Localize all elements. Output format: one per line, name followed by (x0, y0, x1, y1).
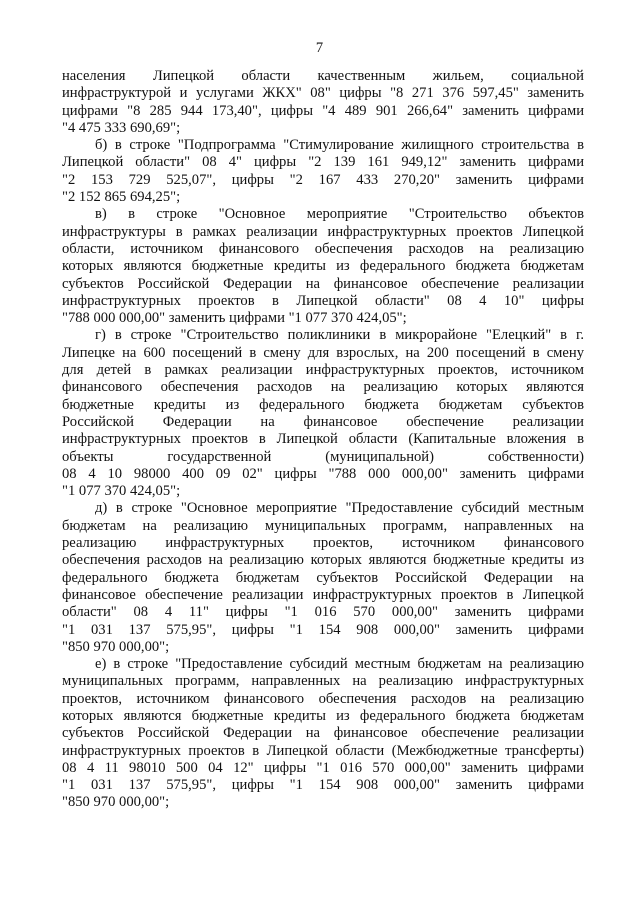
text-line: для детей в рамках реализации инфраструктурных проектов, источником (62, 362, 584, 379)
text-line: субъектов Российской Федерации на финансовое обеспечение реализации (62, 725, 584, 742)
text-line: "1 077 370 424,05"; (62, 483, 181, 500)
text-line: г) в строке "Строительство поликлиники в микрорайоне "Елецкий" в г. (95, 327, 584, 344)
text-line: Липецкой области" 08 4" цифры "2 139 161 949,12" заменить цифрами (62, 154, 584, 171)
text-line: бюджетные кредиты из федерального бюджета бюджетам субъектов (62, 396, 584, 413)
text-line: в) в строке "Основное мероприятие "Строительство объектов (95, 206, 584, 223)
text-line: инфраструктурой и услугами ЖКХ" 08" цифры "8 271 376 597,45" заменить (62, 85, 584, 102)
text-line: проектов, источником финансового обеспечения расходов на реализацию (62, 690, 584, 707)
text-line: инфраструктурных проектов в Липецкой области" 08 4 10" цифры (62, 292, 584, 309)
text-line: е) в строке "Предоставление субсидий местным бюджетам на реализацию (95, 656, 584, 673)
text-line: субъектов Российской Федерации на финансовое обеспечение реализации (62, 275, 584, 292)
text-line: "788 000 000,00" заменить цифрами "1 077 370 424,05"; (62, 310, 407, 327)
text-line: б) в строке "Подпрограмма "Стимулирование жилищного строительства в (95, 137, 584, 154)
text-line: области" 08 4 11" цифры "1 016 570 000,00" заменить цифрами (62, 604, 584, 621)
text-line: муниципальных программ, направленных на реализацию инфраструктурных (62, 673, 584, 690)
text-line: Липецке на 600 посещений в смену для взрослых, на 200 посещений в смену (62, 344, 584, 361)
text-line: области, источником финансового обеспечения расходов на реализацию (62, 240, 584, 257)
text-line: "1 031 137 575,95", цифры "1 154 908 000,00" заменить цифрами (62, 621, 584, 638)
text-line: "2 153 729 525,07", цифры "2 167 433 270,20" заменить цифрами (62, 171, 584, 188)
text-line: реализацию инфраструктурных проектов, источником финансового (62, 535, 584, 552)
document-body (62, 68, 584, 812)
text-line: "1 031 137 575,95", цифры "1 154 908 000,00" заменить цифрами (62, 777, 584, 794)
text-line: которых являются бюджетные кредиты из федерального бюджета бюджетам (62, 258, 584, 275)
text-line: населения Липецкой области качественным жильем, социальной (62, 68, 584, 84)
text-line: 08 4 11 98010 500 04 12" цифры "1 016 570 000,00" заменить цифрами (62, 759, 584, 776)
text-line: обеспечения расходов на реализацию которых являются бюджетные кредиты из (62, 552, 584, 569)
page-number: 7 (315, 40, 324, 56)
text-line: которых являются бюджетные кредиты из федерального бюджета бюджетам (62, 707, 584, 724)
text-line: д) в строке "Основное мероприятие "Предоставление субсидий местным (95, 500, 584, 517)
text-line: "850 970 000,00"; (62, 794, 170, 811)
text-line: финансового обеспечения расходов на реализацию которых являются (62, 379, 584, 396)
text-line: федерального бюджета бюджетам субъектов Российской Федерации на (62, 569, 584, 586)
text-line: "4 475 333 690,69"; (62, 119, 181, 136)
text-line: "2 152 865 694,25"; (62, 189, 181, 206)
text-line: 08 4 10 98000 400 09 02" цифры "788 000 000,00" заменить цифрами (62, 465, 584, 482)
text-line: объекты государственной (муниципальной) собственности) (62, 448, 584, 465)
text-line: цифрами "8 285 944 173,40", цифры "4 489 901 266,64" заменить цифрами (62, 102, 584, 119)
text-line: инфраструктурных проектов в Липецкой области (Межбюджетные трансферты) (62, 742, 584, 759)
text-line: инфраструктурных проектов в Липецкой области (Капитальные вложения в (62, 431, 584, 448)
text-line: бюджетам на реализацию муниципальных программ, направленных на (62, 517, 584, 534)
text-line: "850 970 000,00"; (62, 638, 170, 655)
text-line: инфраструктуры в рамках реализации инфраструктурных проектов Липецкой (62, 223, 584, 240)
text-line: Российской Федерации на финансовое обеспечение реализации (62, 413, 584, 430)
text-line: финансовое обеспечение реализации инфраструктурных проектов в Липецкой (62, 586, 584, 603)
